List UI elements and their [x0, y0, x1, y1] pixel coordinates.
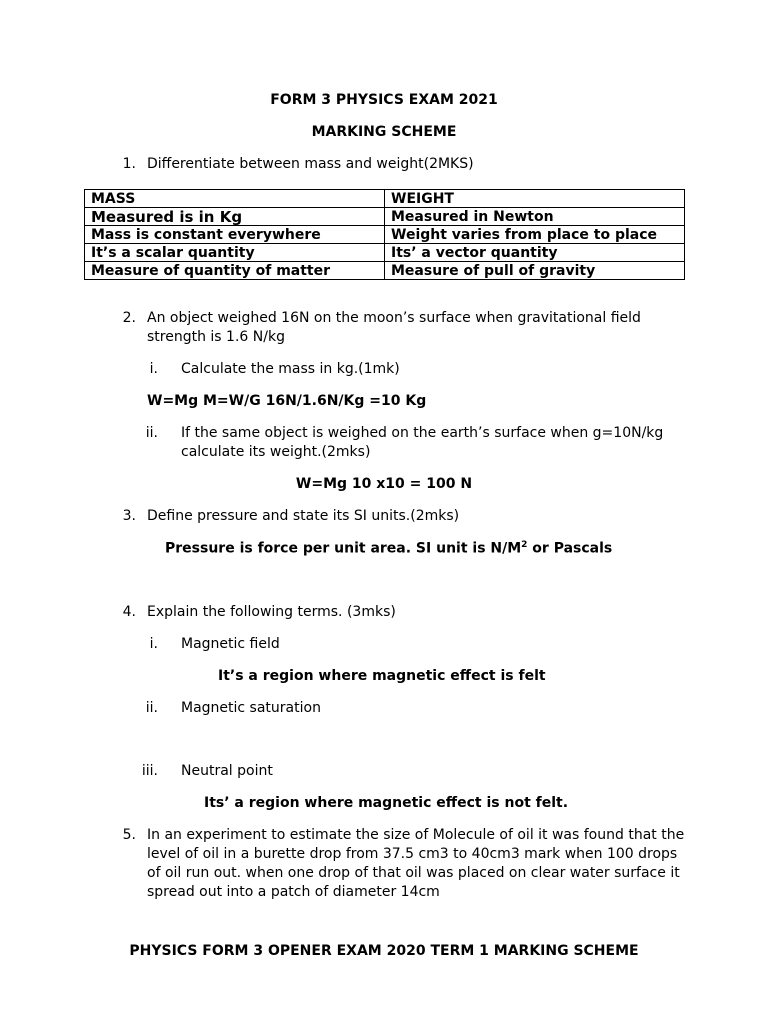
q4-number: 4. [122, 604, 136, 620]
q1-number: 1. [122, 156, 136, 172]
q4-part-ii-text: Magnetic saturation [181, 700, 321, 716]
table-row [85, 226, 685, 244]
q4-text: Explain the following terms. (3mks) [147, 604, 396, 620]
q4-part-i-label: i. [149, 636, 158, 652]
table-cell: Mass is constant everywhere [85, 226, 385, 244]
table-header-mass: MASS [85, 190, 385, 208]
q5-line-4: spread out into a patch of diameter 14cm [147, 884, 440, 900]
q3-number: 3. [122, 508, 136, 524]
mass-weight-table [84, 189, 685, 280]
table-row [85, 208, 685, 226]
table-cell: Measured is in Kg [85, 208, 385, 226]
q3-answer-tail: or Pascals [527, 540, 613, 557]
q4-part-iii-answer: Its’ a region where magnetic effect is not felt. [204, 795, 569, 811]
q2-part-ii-answer: W=Mg 10 x10 = 100 N [295, 476, 473, 492]
q4-part-ii-label: ii. [145, 700, 158, 716]
table-row [85, 244, 685, 262]
page-subtitle: MARKING SCHEME [311, 124, 457, 140]
table-cell: Measure of quantity of matter [85, 262, 385, 280]
q2-text-line1: An object weighed 16N on the moon’s surface when gravitational field [147, 310, 641, 326]
q5-line-2: level of oil in a burette drop from 37.5 cm3 to 40cm3 mark when 100 drops [147, 846, 678, 862]
table-cell: It’s a scalar quantity [85, 244, 385, 262]
table-cell: Weight varies from place to place [385, 226, 685, 244]
q1-text: Differentiate between mass and weight(2MKS) [147, 156, 474, 172]
q4-part-i-answer: It’s a region where magnetic effect is felt [218, 668, 546, 684]
q2-part-ii-text-line1: If the same object is weighed on the earth’s surface when g=10N/kg [181, 425, 664, 441]
q2-number: 2. [122, 310, 136, 326]
table-header-row [85, 190, 685, 208]
q5-number: 5. [122, 827, 136, 843]
q2-text-line2: strength is 1.6 N/kg [147, 329, 285, 345]
q2-part-i-answer: W=Mg M=W/G 16N/1.6N/Kg =10 Kg [147, 393, 427, 409]
q4-part-iii-text: Neutral point [181, 763, 273, 779]
page-title: FORM 3 PHYSICS EXAM 2021 [270, 92, 498, 108]
q3-answer-superscript: 2 [521, 540, 528, 550]
q2-part-ii-text-line2: calculate its weight.(2mks) [181, 444, 371, 460]
table-cell: Measured in Newton [385, 208, 685, 226]
table-row [85, 262, 685, 280]
q2-part-ii-label: ii. [145, 425, 158, 441]
q5-line-1: In an experiment to estimate the size of Molecule of oil it was found that the [147, 827, 685, 843]
q3-answer [165, 540, 612, 557]
q2-part-i-text: Calculate the mass in kg.(1mk) [181, 361, 400, 377]
table-cell: Its’ a vector quantity [385, 244, 685, 262]
next-exam-heading: PHYSICS FORM 3 OPENER EXAM 2020 TERM 1 MARKING SCHEME [129, 943, 639, 959]
q5-line-3: of oil run out. when one drop of that oil was placed on clear water surface it [147, 865, 680, 881]
q3-answer-main: Pressure is force per unit area. SI unit is N/M [165, 540, 522, 557]
q3-text: Define pressure and state its SI units.(2mks) [147, 508, 460, 524]
table-header-weight: WEIGHT [385, 190, 685, 208]
q4-part-i-text: Magnetic field [181, 636, 280, 652]
q2-part-i-label: i. [149, 361, 158, 377]
q4-part-iii-label: iii. [141, 763, 158, 779]
table-cell: Measure of pull of gravity [385, 262, 685, 280]
